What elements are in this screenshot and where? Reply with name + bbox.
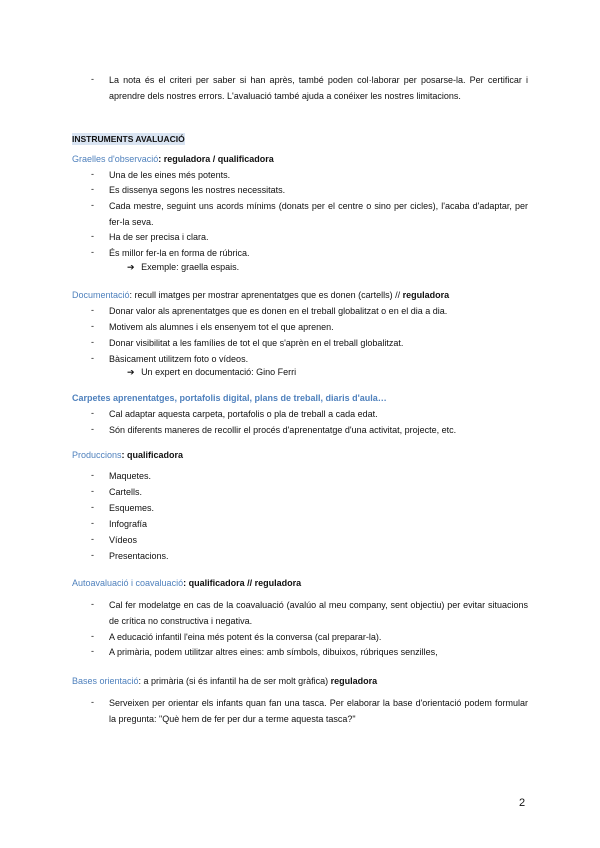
bullet-dash: - [91,337,94,347]
list-item: A primària, podem utilitzar altres eines: amb símbols, dibuixos, rúbriques senzilles, [109,647,438,657]
bullet-dash: - [91,305,94,315]
heading-produccions [72,448,183,462]
bullet-dash: - [91,646,94,656]
page-number: 2 [519,797,526,809]
list-item: Donar valor als aprenentatges que es donen en el treball globalitzat o en el dia a dia. [109,306,448,316]
heading-bases-orientacio: Bases orientació: a primària (si és infantil ha de ser molt gràfica) reguladora [72,676,378,686]
bullet-dash: - [91,321,94,331]
bullet-dash: - [91,502,94,512]
bullet-dash: - [91,550,94,560]
list-item: Presentacions. [109,551,169,561]
bullet-dash: - [91,74,94,84]
list-item: Una de les eines més potents. [109,170,231,180]
heading-autoavaluacio-title: Autoavaluació i coavaluació [72,578,184,588]
list-item: Cada mestre, seguint uns acords mínims (donats per el centre o sino per cicles), l'acaba d'adaptar, per fer-la seva. [109,201,528,227]
intro-paragraph: La nota és el criteri per saber si han après, també poden col·laborar per posarse-la. Per certificar i aprendre dels nostres errors. L'avaluació també ajuda a conéixer les nostres limitacions. [109,75,528,101]
heading-bases-title: Bases orientació [72,676,139,686]
bullet-dash: - [91,231,94,241]
list-item: Serveixen per orientar els infants quan fan una tasca. Per elaborar la base d'orientació podem formular la pregunta: "Què hem de fer per dur a terme aquesta tasca?" [109,698,528,724]
list-item: Donar visibilitat a les famílies de tot el que s'aprèn en el treball globalitzat. [109,338,404,348]
section-title: INSTRUMENTS AVALUACIÓ [72,134,185,144]
bullet-dash: - [91,534,94,544]
heading-bases-type: reguladora [330,676,378,686]
heading-documentacio: Documentació: recull imatges per mostrar aprenentatges que es donen (cartells) // reguladora [72,290,450,300]
bullet-dash: - [91,184,94,194]
heading-autoavaluacio [72,576,301,590]
heading-documentacio-type: reguladora [402,290,450,300]
bullet-dash: - [91,408,94,418]
heading-carpetes [72,391,387,405]
bullet-dash: - [91,353,94,363]
heading-graelles-type: : reguladora / qualificadora [158,154,274,164]
heading-graelles [72,152,274,166]
bullet-dash: - [91,247,94,257]
heading-produccions-type: : qualificadora [121,450,184,460]
bullet-dash: - [91,486,94,496]
bullet-dash: - [91,470,94,480]
list-item: És millor fer-la en forma de rúbrica. [109,248,250,258]
list-item: Ha de ser precisa i clara. [109,232,209,242]
list-item: Esquemes. [109,503,155,513]
bullet-dash: - [91,424,94,434]
arrow-icon: ➔ [127,367,135,377]
arrow-note: ➔ Exemple: graella espais. [127,262,240,272]
bullet-dash: - [91,631,94,641]
bullet-dash: - [91,169,94,179]
heading-graelles-title: Graelles d'observació [72,154,159,164]
list-item: Cal adaptar aquesta carpeta, portafolis o pla de treball a cada edat. [109,409,378,419]
list-item: A educació infantil l'eina més potent és la conversa (cal preparar-la). [109,632,382,642]
list-item: Cartells. [109,487,143,497]
bullet-dash: - [91,200,94,210]
list-item: Motivem als alumnes i els ensenyem tot el que aprenen. [109,322,334,332]
list-item: Maquetes. [109,471,152,481]
bullet-dash: - [91,518,94,528]
bullet-dash: - [91,697,94,707]
heading-produccions-title: Produccions [72,450,122,460]
list-item: Infografía [109,519,148,529]
bullet-dash: - [91,599,94,609]
list-item: Vídeos [109,535,138,545]
arrow-note: ➔ Un expert en documentació: Gino Ferri [127,367,297,377]
heading-carpetes-title: Carpetes aprenentatges, portafolis digital, plans de treball, diaris d'aula… [72,393,387,403]
list-item: Bàsicament utilitzem foto o vídeos. [109,354,249,364]
list-item: Són diferents maneres de recollir el procés d'aprenentatge d'una activitat, projecte, etc. [109,425,457,435]
list-item: Es dissenya segons les nostres necessitats. [109,185,286,195]
arrow-icon: ➔ [127,262,135,272]
heading-documentacio-title: Documentació [72,290,130,300]
list-item: Cal fer modelatge en cas de la coavaluació (avalúo al meu company, sent objectiu) per evitar situacions de crítica no constructiva i negativa. [109,600,528,626]
heading-autoavaluacio-type: : qualificadora // reguladora [183,578,302,588]
